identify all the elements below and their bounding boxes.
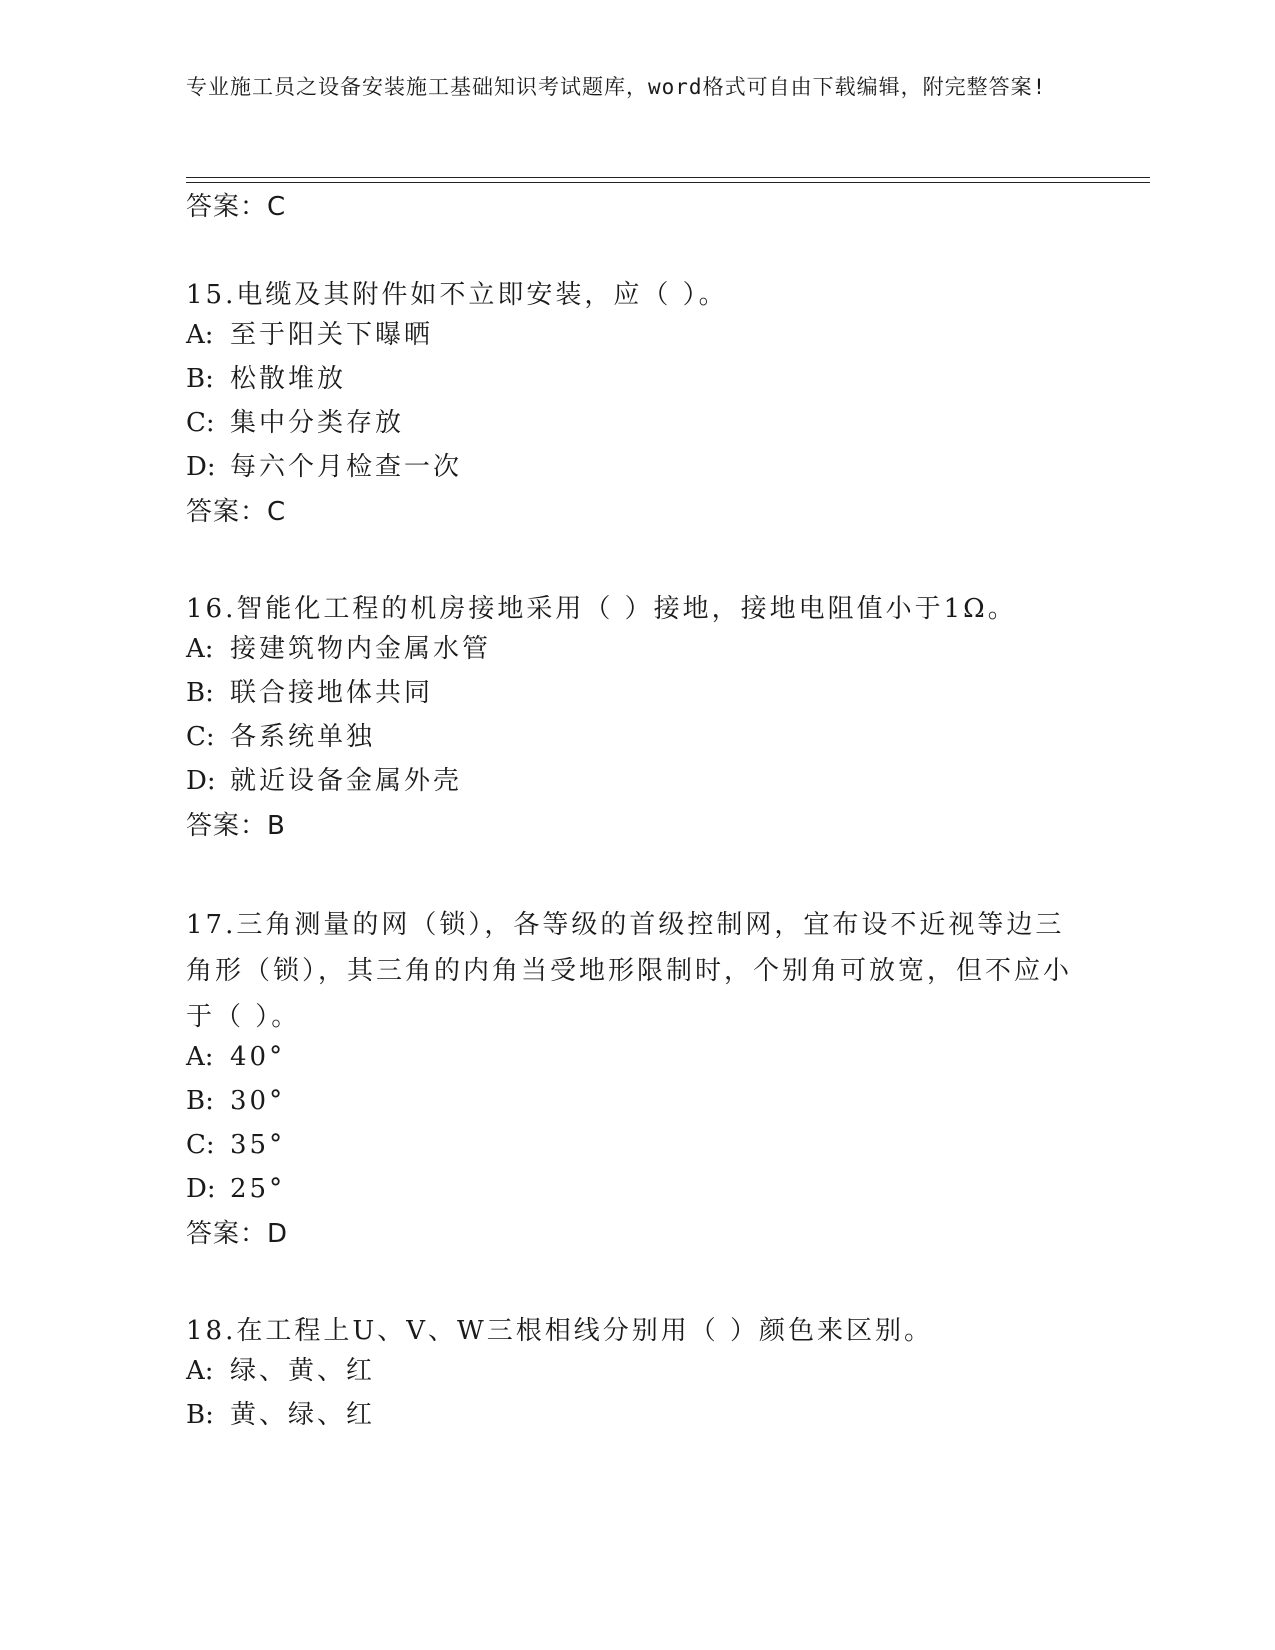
option-text: 接建筑物内金属水管 bbox=[230, 634, 492, 664]
question-15-option-c bbox=[186, 406, 404, 440]
option-key: D: bbox=[186, 452, 216, 482]
question-15-option-b bbox=[186, 362, 346, 396]
option-text: 35° bbox=[230, 1130, 286, 1160]
question-16-option-b bbox=[186, 676, 433, 710]
question-16-option-a bbox=[186, 632, 491, 666]
question-16-stem: 16.智能化工程的机房接地采用（ ）接地，接地电阻值小于1Ω。 bbox=[186, 594, 1017, 624]
option-text: 各系统单独 bbox=[230, 722, 376, 752]
option-text: 集中分类存放 bbox=[230, 408, 405, 438]
question-17-option-b bbox=[186, 1084, 285, 1118]
question-18-option-b bbox=[186, 1398, 375, 1432]
option-text: 黄、绿、红 bbox=[230, 1400, 376, 1430]
option-text: 40° bbox=[230, 1042, 286, 1072]
option-key: D: bbox=[186, 766, 216, 796]
option-text: 至于阳关下曝晒 bbox=[230, 320, 434, 350]
option-key: B: bbox=[186, 1086, 214, 1116]
question-17-answer: 答案：D bbox=[186, 1219, 289, 1249]
option-key: C: bbox=[186, 1130, 215, 1160]
option-text: 每六个月检查一次 bbox=[230, 452, 463, 482]
question-15-option-d bbox=[186, 450, 462, 484]
header-divider-bottom bbox=[186, 182, 1150, 183]
option-key: C: bbox=[186, 722, 215, 752]
question-17-option-c bbox=[186, 1128, 285, 1162]
question-16-answer: 答案：B bbox=[186, 811, 286, 841]
option-key: D: bbox=[186, 1174, 216, 1204]
question-16-option-c bbox=[186, 720, 375, 754]
question-17-option-d bbox=[186, 1172, 285, 1206]
option-key: A: bbox=[186, 320, 214, 350]
option-key: C: bbox=[186, 408, 215, 438]
header-divider-top bbox=[186, 177, 1150, 178]
option-key: A: bbox=[186, 634, 214, 664]
option-key: B: bbox=[186, 678, 214, 708]
question-16-option-d bbox=[186, 764, 462, 798]
option-text: 就近设备金属外壳 bbox=[230, 766, 463, 796]
option-key: A: bbox=[186, 1356, 214, 1386]
option-key: A: bbox=[186, 1042, 214, 1072]
question-17-option-a bbox=[186, 1040, 285, 1074]
question-18-option-a bbox=[186, 1354, 375, 1388]
question-15-answer: 答案：C bbox=[186, 497, 287, 527]
option-text: 25° bbox=[230, 1174, 286, 1204]
question-17-stem: 17.三角测量的网（锁），各等级的首级控制网，宜布设不近视等边三角形（锁），其三角的内角当受地形限制时，个别角可放宽，但不应小于（ ）。 bbox=[186, 910, 1073, 1032]
option-text: 松散堆放 bbox=[230, 364, 347, 394]
option-text: 联合接地体共同 bbox=[230, 678, 434, 708]
question-18-stem: 18.在工程上U、V、W三根相线分别用（ ）颜色来区别。 bbox=[186, 1316, 934, 1346]
option-key: B: bbox=[186, 364, 214, 394]
question-15-stem: 15.电缆及其附件如不立即安装，应（ ）。 bbox=[186, 280, 728, 310]
option-key: B: bbox=[186, 1400, 214, 1430]
previous-answer: 答案：C bbox=[186, 192, 287, 222]
document-header: 专业施工员之设备安装施工基础知识考试题库，word格式可自由下载编辑，附完整答案! bbox=[186, 75, 1047, 99]
option-text: 绿、黄、红 bbox=[230, 1356, 376, 1386]
option-text: 30° bbox=[230, 1086, 286, 1116]
question-15-option-a bbox=[186, 318, 433, 352]
